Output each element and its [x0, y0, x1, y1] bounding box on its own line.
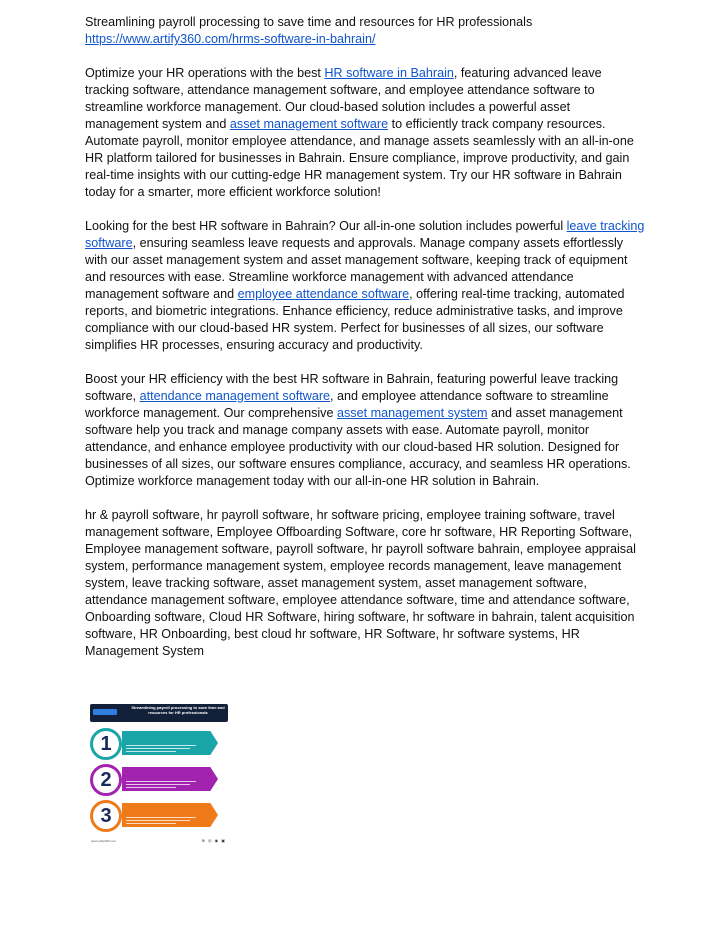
p3-text-2: , and employee attendance software to streamline workforce management. Our comprehensive: [85, 389, 609, 420]
step-2-text-line: [126, 787, 176, 788]
infographic-step-1: [88, 727, 230, 763]
infographic-step-2: [88, 763, 230, 799]
step-3-text-line: [126, 820, 190, 821]
link-hr-software-bahrain[interactable]: HR software in Bahrain: [324, 66, 454, 80]
link-leave-tracking-software[interactable]: leave tracking software: [85, 219, 645, 250]
link-attendance-management-software[interactable]: attendance management software: [139, 389, 331, 403]
p3-text-3: and asset management software help you track and manage company assets with ease. Automate payroll, monitor attendance, and enhance employee productivity with our cloud-based HR solution. Designed for businesses of all sizes, our software ensures compliance, accuracy, and seamless HR operations. Optimize workforce management today with our all-in-one HR solution in Bahrain.: [85, 406, 631, 488]
p2-text-2: , ensuring seamless leave requests and approvals. Manage company assets effortlessly with our asset management system and asset management software, keeping track of equipment and resources with ease. Streamline workforce management with advanced attendance management software and: [85, 236, 628, 301]
source-url-paragraph: [85, 31, 645, 48]
step-1-text-line: [126, 748, 190, 749]
p1-text-3: to efficiently track company resources. Automate payroll, monitor employee attendance, and manage assets seamlessly with an all-in-one HR platform tailored for businesses in Bahrain. Ensure compliance, improve productivity, and gain real-time insights with our cutting-edge HR management system. Try our HR software in Bahrain today for a smarter, more efficient workforce solution!: [85, 117, 634, 199]
infographic-footer-url: www.artify360.com: [91, 839, 117, 843]
step-1-text-line: [126, 745, 196, 746]
step-3-number: 3: [90, 800, 122, 832]
infographic-step-3: [88, 799, 230, 835]
link-asset-management-system[interactable]: asset management system: [337, 406, 488, 420]
social-icons: ⊕ ◎ ◉ ▣: [201, 838, 226, 843]
keywords-paragraph: hr & payroll software, hr payroll software, hr software pricing, employee training software, travel management software, Employee Offboarding Software, core hr software, HR Reporting Software, Employee management software, payroll software, hr payroll software bahrain, employee appraisal system, performance management system, employee records management, leave management system, leave tracking software, asset management system, asset management software, attendance management software, employee attendance software, time and attendance software, Onboarding software, Cloud HR Software, hiring software, hr software in bahrain, talent acquisition software, HR Onboarding, best cloud hr software, HR Software, hr software systems, HR Management System: [85, 508, 636, 658]
p2-text-1: Looking for the best HR software in Bahrain? Our all-in-one solution includes powerful: [85, 219, 567, 233]
document-title: Streamlining payroll processing to save time and resources for HR professionals: [85, 15, 533, 29]
step-3-text-line: [126, 817, 196, 818]
p1-text-1: Optimize your HR operations with the best: [85, 66, 325, 80]
paragraph-looking: [85, 218, 645, 354]
p3-text-1: Boost your HR efficiency with the best HR software in Bahrain, featuring powerful leave tracking software,: [85, 372, 619, 403]
infographic-header: [90, 704, 228, 722]
step-1-number: 1: [90, 728, 122, 760]
p1-text-2: , featuring advanced leave tracking software, attendance management software, and employee attendance software to streamline workforce management. Our cloud-based solution includes a powerful asset management system and: [85, 66, 602, 131]
step-3-text-line: [126, 823, 176, 824]
document-body: [85, 14, 645, 660]
p2-text-3: , offering real-time tracking, automated reports, and biometric integrations. Enhance efficiency, reduce administrative tasks, and improve compliance with our cloud-based HR system. Perfect for businesses of all sizes, our software simplifies HR processes, ensuring accuracy and productivity.: [85, 287, 625, 352]
infographic-title: Streamlining payroll processing to save time and resources for HR professionals: [131, 705, 225, 715]
paragraph-optimize: [85, 65, 645, 201]
link-asset-management-software[interactable]: asset management software: [229, 117, 389, 131]
link-employee-attendance-software[interactable]: employee attendance software: [237, 287, 410, 301]
artify-logo-icon: [93, 709, 117, 715]
source-url-link[interactable]: https://www.artify360.com/hrms-software-in-bahrain/: [85, 32, 376, 46]
step-2-number: 2: [90, 764, 122, 796]
infographic-image: [88, 703, 230, 845]
step-2-text-line: [126, 784, 190, 785]
paragraph-boost: [85, 371, 645, 490]
step-1-text-line: [126, 751, 176, 752]
step-2-text-line: [126, 781, 196, 782]
